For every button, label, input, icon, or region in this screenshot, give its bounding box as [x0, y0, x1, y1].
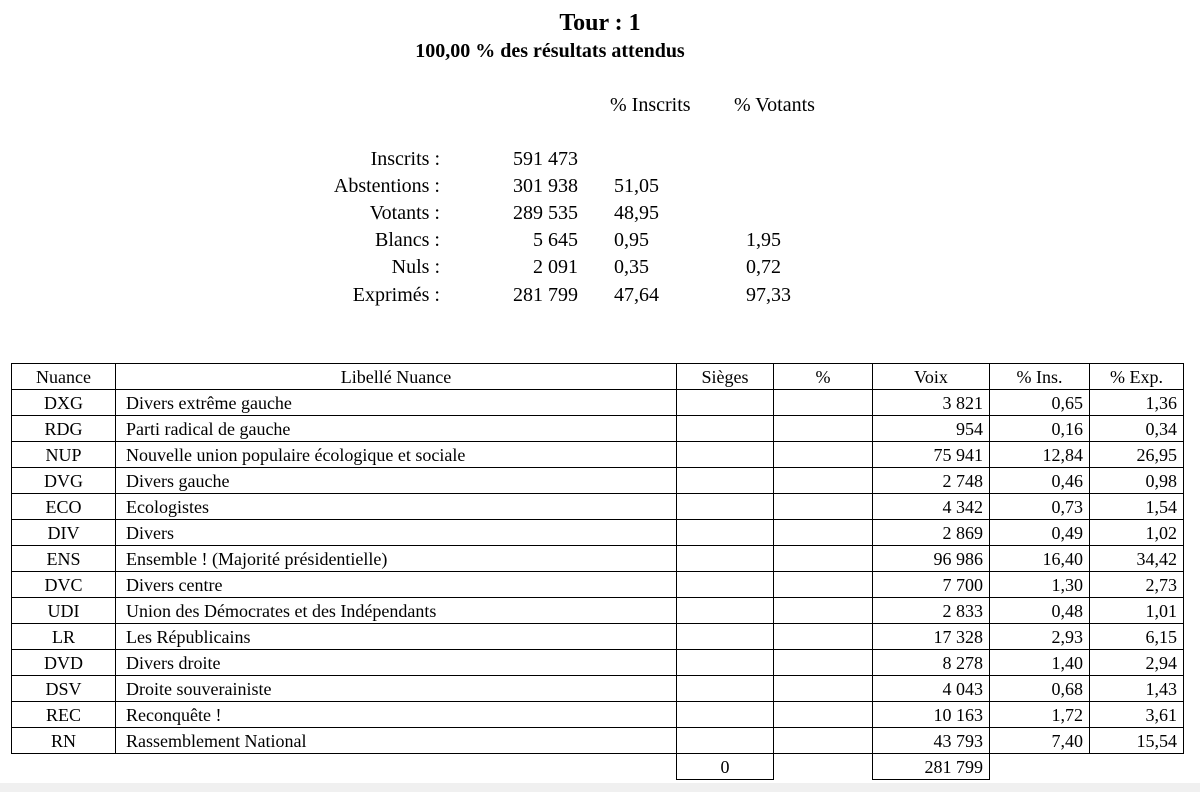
voix-cell: 3 821	[873, 390, 990, 416]
table-row	[12, 650, 1184, 676]
voix-cell: 43 793	[873, 728, 990, 754]
nuance-code: LR	[12, 624, 116, 650]
pct-ins-cell: 0,48	[990, 598, 1090, 624]
pct-cell	[774, 416, 873, 442]
table-row	[12, 468, 1184, 494]
results-progress: 100,00 % des résultats attendus	[415, 40, 685, 62]
stat-label: Blancs :	[375, 229, 440, 251]
nuance-code: DVD	[12, 650, 116, 676]
stat-value: 281 799	[513, 284, 578, 306]
table-row	[12, 598, 1184, 624]
pct-cell	[774, 728, 873, 754]
pct-cell	[774, 494, 873, 520]
table-row	[12, 572, 1184, 598]
stat-value: 5 645	[533, 229, 578, 251]
nuance-code: RDG	[12, 416, 116, 442]
sieges-cell	[677, 702, 774, 728]
sieges-cell	[677, 624, 774, 650]
nuance-code: DXG	[12, 390, 116, 416]
nuance-code: ECO	[12, 494, 116, 520]
nuance-label: Divers	[116, 520, 677, 546]
sieges-cell	[677, 494, 774, 520]
voix-cell: 10 163	[873, 702, 990, 728]
pct-ins-cell: 0,65	[990, 390, 1090, 416]
header-libelle: Libellé Nuance	[116, 364, 677, 390]
pct-exp-cell: 6,15	[1090, 624, 1184, 650]
nuance-label: Ecologistes	[116, 494, 677, 520]
pct-exp-cell: 1,36	[1090, 390, 1184, 416]
header-pct-ins: % Ins.	[990, 364, 1090, 390]
stat-value: 591 473	[513, 148, 578, 170]
pct-ins-cell: 0,68	[990, 676, 1090, 702]
nuance-label: Les Républicains	[116, 624, 677, 650]
stat-pct-inscrits: 51,05	[614, 175, 659, 197]
col-header-pct-votants: % Votants	[734, 94, 815, 116]
results-table	[11, 363, 1184, 780]
nuance-label: Union des Démocrates et des Indépendants	[116, 598, 677, 624]
pct-cell	[774, 546, 873, 572]
pct-ins-cell: 7,40	[990, 728, 1090, 754]
header-pct: %	[774, 364, 873, 390]
pct-exp-cell: 1,43	[1090, 676, 1184, 702]
pct-ins-cell: 0,46	[990, 468, 1090, 494]
nuance-label: Divers droite	[116, 650, 677, 676]
page-title: Tour : 1	[559, 10, 641, 36]
stat-value: 289 535	[513, 202, 578, 224]
nuance-label: Reconquête !	[116, 702, 677, 728]
voix-cell: 2 748	[873, 468, 990, 494]
voix-cell: 96 986	[873, 546, 990, 572]
pct-exp-cell: 0,98	[1090, 468, 1184, 494]
col-header-pct-inscrits: % Inscrits	[610, 94, 691, 116]
pct-ins-cell: 2,93	[990, 624, 1090, 650]
table-row	[12, 416, 1184, 442]
pct-exp-cell: 34,42	[1090, 546, 1184, 572]
stat-label: Abstentions :	[333, 175, 440, 197]
pct-ins-cell: 1,40	[990, 650, 1090, 676]
table-row	[12, 442, 1184, 468]
voix-cell: 4 043	[873, 676, 990, 702]
sieges-cell	[677, 676, 774, 702]
table-row	[12, 494, 1184, 520]
nuance-code: DVG	[12, 468, 116, 494]
pct-ins-cell: 1,30	[990, 572, 1090, 598]
pct-cell	[774, 390, 873, 416]
pct-ins-cell: 16,40	[990, 546, 1090, 572]
sieges-cell	[677, 390, 774, 416]
pct-ins-cell: 1,72	[990, 702, 1090, 728]
nuance-code: DIV	[12, 520, 116, 546]
sieges-cell	[677, 572, 774, 598]
pct-cell	[774, 572, 873, 598]
voix-cell: 4 342	[873, 494, 990, 520]
nuance-label: Divers extrême gauche	[116, 390, 677, 416]
nuance-label: Divers centre	[116, 572, 677, 598]
stat-pct-votants: 97,33	[746, 284, 791, 306]
table-row	[12, 728, 1184, 754]
sieges-cell	[677, 520, 774, 546]
pct-ins-cell: 0,16	[990, 416, 1090, 442]
voix-cell: 7 700	[873, 572, 990, 598]
pct-cell	[774, 468, 873, 494]
pct-ins-cell: 0,73	[990, 494, 1090, 520]
table-row	[12, 702, 1184, 728]
pct-exp-cell: 1,54	[1090, 494, 1184, 520]
voix-cell: 2 833	[873, 598, 990, 624]
stat-label: Inscrits :	[370, 148, 440, 170]
pct-exp-cell: 1,01	[1090, 598, 1184, 624]
stat-value: 301 938	[513, 175, 578, 197]
stat-pct-inscrits: 48,95	[614, 202, 659, 224]
table-row	[12, 546, 1184, 572]
nuance-code: ENS	[12, 546, 116, 572]
voix-cell: 2 869	[873, 520, 990, 546]
sieges-cell	[677, 598, 774, 624]
voix-cell: 17 328	[873, 624, 990, 650]
voix-cell: 75 941	[873, 442, 990, 468]
sieges-cell	[677, 442, 774, 468]
pct-cell	[774, 598, 873, 624]
pct-exp-cell: 3,61	[1090, 702, 1184, 728]
pct-exp-cell: 2,94	[1090, 650, 1184, 676]
nuance-label: Divers gauche	[116, 468, 677, 494]
table-row	[12, 390, 1184, 416]
table-row	[12, 676, 1184, 702]
pct-cell	[774, 520, 873, 546]
stat-pct-votants: 1,95	[746, 229, 781, 251]
stat-pct-inscrits: 47,64	[614, 284, 659, 306]
pct-cell	[774, 624, 873, 650]
voix-cell: 954	[873, 416, 990, 442]
sieges-cell	[677, 416, 774, 442]
table-row	[12, 520, 1184, 546]
stat-pct-inscrits: 0,35	[614, 256, 649, 278]
pct-cell	[774, 702, 873, 728]
nuance-code: UDI	[12, 598, 116, 624]
total-sieges: 0	[677, 754, 774, 780]
nuance-code: REC	[12, 702, 116, 728]
pct-cell	[774, 442, 873, 468]
pct-cell	[774, 676, 873, 702]
nuance-code: DSV	[12, 676, 116, 702]
pct-exp-cell: 1,02	[1090, 520, 1184, 546]
sieges-cell	[677, 546, 774, 572]
window-bottom-edge	[0, 783, 1200, 792]
nuance-code: DVC	[12, 572, 116, 598]
nuance-code: NUP	[12, 442, 116, 468]
sieges-cell	[677, 728, 774, 754]
stat-pct-votants: 0,72	[746, 256, 781, 278]
header-sieges: Sièges	[677, 364, 774, 390]
table-row	[12, 624, 1184, 650]
header-nuance: Nuance	[12, 364, 116, 390]
totals-row	[12, 754, 1184, 780]
stat-label: Nuls :	[391, 256, 440, 278]
header-pct-exp: % Exp.	[1090, 364, 1184, 390]
pct-exp-cell: 0,34	[1090, 416, 1184, 442]
voix-cell: 8 278	[873, 650, 990, 676]
nuance-code: RN	[12, 728, 116, 754]
pct-exp-cell: 2,73	[1090, 572, 1184, 598]
total-voix: 281 799	[873, 754, 990, 780]
pct-ins-cell: 12,84	[990, 442, 1090, 468]
pct-cell	[774, 650, 873, 676]
nuance-label: Parti radical de gauche	[116, 416, 677, 442]
header-voix: Voix	[873, 364, 990, 390]
nuance-label: Ensemble ! (Majorité présidentielle)	[116, 546, 677, 572]
sieges-cell	[677, 468, 774, 494]
stat-value: 2 091	[533, 256, 578, 278]
pct-exp-cell: 15,54	[1090, 728, 1184, 754]
nuance-label: Droite souverainiste	[116, 676, 677, 702]
sieges-cell	[677, 650, 774, 676]
nuance-label: Rassemblement National	[116, 728, 677, 754]
pct-exp-cell: 26,95	[1090, 442, 1184, 468]
pct-ins-cell: 0,49	[990, 520, 1090, 546]
stat-label: Votants :	[369, 202, 440, 224]
stat-label: Exprimés :	[352, 284, 440, 306]
stat-pct-inscrits: 0,95	[614, 229, 649, 251]
nuance-label: Nouvelle union populaire écologique et sociale	[116, 442, 677, 468]
table-header-row	[12, 364, 1184, 390]
